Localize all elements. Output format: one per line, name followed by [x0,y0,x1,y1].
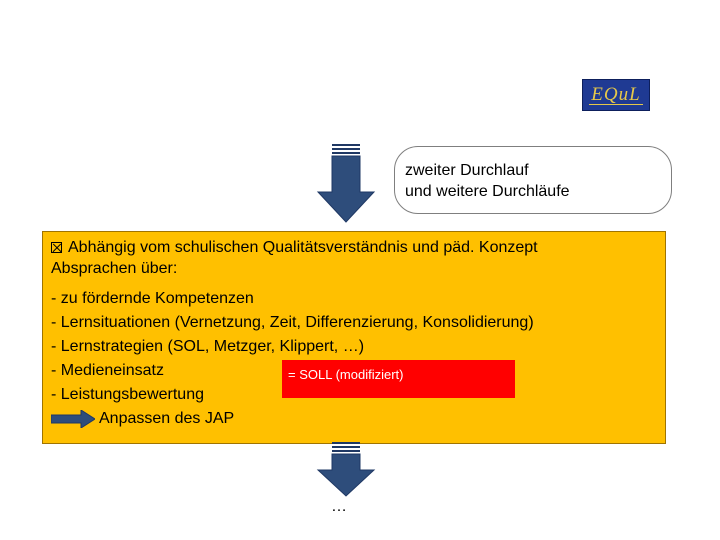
callout-line-1: zweiter Durchlauf [405,162,529,179]
list-item: - Lernstrategien (SOL, Metzger, Klippert, …) [51,338,365,355]
agreement-box [42,231,666,444]
right-arrow-icon [51,410,95,428]
heading-line-1 [51,237,665,258]
equl-logo [582,79,650,111]
callout-line-2: und weitere Durchläufe [405,183,570,200]
adjust-jap-line [51,410,234,428]
logo-text: EQuL [591,83,641,105]
list-item: - zu fördernde Kompetenzen [51,290,254,307]
down-arrow-icon [316,144,376,224]
down-arrow-icon [316,442,376,498]
heading-line-2: Absprachen über: [51,260,178,277]
continuation-ellipsis: … [331,498,347,515]
heading-text-1: Abhängig vom schulischen Qualitätsverständnis und päd. Konzept [68,239,538,256]
list-item: - Leistungsbewertung [51,386,204,403]
callout-bubble [394,146,672,214]
list-item: - Lernsituationen (Vernetzung, Zeit, Differenzierung, Konsolidierung) [51,314,534,331]
list-item: - Medieneinsatz [51,362,164,379]
checkbox-crossed-icon [51,242,62,253]
adjust-jap-text: Anpassen des JAP [99,410,235,427]
soll-label: = SOLL (modifiziert) [282,360,515,398]
